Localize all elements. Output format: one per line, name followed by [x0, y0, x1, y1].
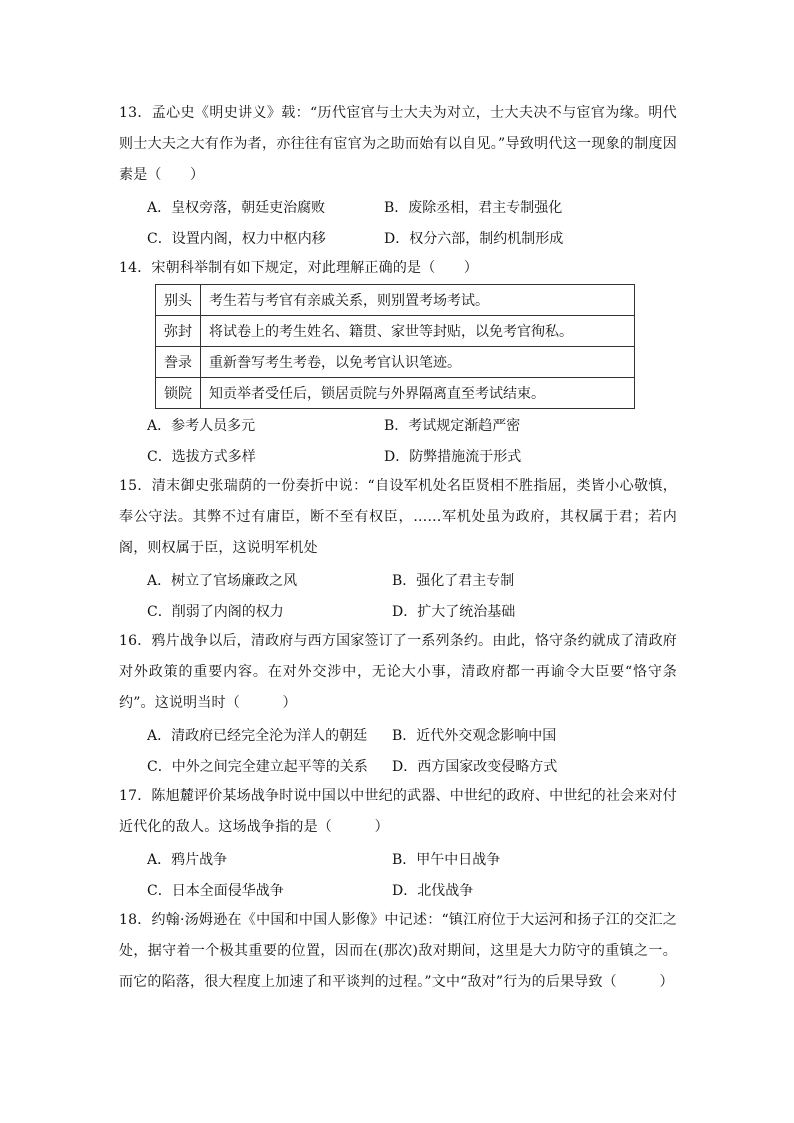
rule-term: 别头	[156, 285, 201, 316]
rule-term: 锁院	[156, 378, 201, 409]
option-c[interactable]: C．削弱了内阁的权力	[147, 603, 284, 620]
table-row	[156, 316, 635, 347]
option-d[interactable]: D．防弊措施流于形式	[384, 448, 522, 465]
option-d[interactable]: D．北伐战争	[392, 882, 474, 899]
question-stem: 18．约翰·汤姆逊在《中国和中国人影像》中记述：“镇江府位于大运河和扬子江的交汇之处，据守着一个极其重要的位置，因而在(那次)敌对期间，这里是大力防守的重镇之一。而它的陷落，很大程度上加速了和平谈判的过程。”文中“敌对”行为的后果导致（ ）	[119, 912, 677, 990]
rule-term: 誊录	[156, 347, 201, 378]
option-a[interactable]: A．皇权旁落，朝廷吏治腐败	[147, 199, 326, 216]
exam-rules-table	[155, 284, 635, 409]
option-b[interactable]: B．甲午中日战争	[392, 851, 501, 868]
question-stem: 16．鸦片战争以后，清政府与西方国家签订了一系列条约。由此，恪守条约就成了清政府对外政策的重要内容。在对外交涉中，无论大小事，清政府都一再谕令大臣要“恪守条约”。这说明当时（ ）	[119, 633, 677, 711]
option-c[interactable]: C．选拔方式多样	[147, 448, 256, 465]
options	[147, 191, 677, 253]
rule-desc: 将试卷上的考生姓名、籍贯、家世等封贴，以免考官徇私。	[201, 316, 635, 347]
exam-content	[119, 98, 677, 998]
question-17	[119, 781, 677, 905]
option-c[interactable]: C．中外之间完全建立起平等的关系	[147, 758, 368, 775]
question-14	[119, 253, 677, 471]
options	[147, 719, 677, 781]
options	[147, 564, 677, 626]
option-a[interactable]: A．树立了官场廉政之风	[147, 572, 298, 589]
options	[147, 843, 677, 905]
table-row	[156, 347, 635, 378]
question-13	[119, 98, 677, 253]
option-a[interactable]: A．参考人员多元	[147, 417, 256, 434]
rule-term: 弥封	[156, 316, 201, 347]
option-a[interactable]: A．清政府已经完全沦为洋人的朝廷	[147, 727, 368, 744]
rule-desc: 考生若与考官有亲戚关系，则别置考场考试。	[201, 285, 635, 316]
question-stem: 15．清末御史张瑞荫的一份奏折中说：“自设军机处名臣贤相不胜指屈，类皆小心敬慎，奉公守法。其弊不过有庸臣，断不至有权臣，……军机处虽为政府，其权属于君；若内阁，则权属于臣，这说明军机处	[119, 478, 677, 556]
option-d[interactable]: D．扩大了统治基础	[392, 603, 516, 620]
option-b[interactable]: B．废除丞相，君主专制强化	[384, 199, 563, 216]
table-row	[156, 285, 635, 316]
option-d[interactable]: D．西方国家改变侵略方式	[392, 758, 558, 775]
option-c[interactable]: C．日本全面侵华战争	[147, 882, 284, 899]
rule-desc: 知贡举者受任后，锁居贡院与外界隔离直至考试结束。	[201, 378, 635, 409]
table-row	[156, 378, 635, 409]
option-b[interactable]: B．考试规定渐趋严密	[384, 417, 521, 434]
option-b[interactable]: B．近代外交观念影响中国	[392, 727, 557, 744]
question-stem: 14．宋朝科举制有如下规定，对此理解正确的是（ ）	[119, 260, 479, 276]
option-c[interactable]: C．设置内阁，权力中枢内移	[147, 230, 326, 247]
rule-desc: 重新誊写考生考卷，以免考官认识笔迹。	[201, 347, 635, 378]
question-stem: 13．孟心史《明史讲义》载：“历代宦官与士大夫为对立，士大夫决不与宦官为缘。明代则士大夫之大有作为者，亦往往有宦官为之助而始有以自见。”导致明代这一现象的制度因素是（ ）	[119, 105, 677, 183]
question-15	[119, 471, 677, 626]
question-stem: 17．陈旭麓评价某场战争时说中国以中世纪的武器、中世纪的政府、中世纪的社会来对付近代化的敌人。这场战争指的是（ ）	[119, 788, 677, 835]
option-b[interactable]: B．强化了君主专制	[392, 572, 515, 589]
options	[147, 409, 677, 471]
option-a[interactable]: A．鸦片战争	[147, 851, 228, 868]
question-16	[119, 626, 677, 781]
option-d[interactable]: D．权分六部，制约机制形成	[384, 230, 564, 247]
question-18	[119, 905, 677, 998]
